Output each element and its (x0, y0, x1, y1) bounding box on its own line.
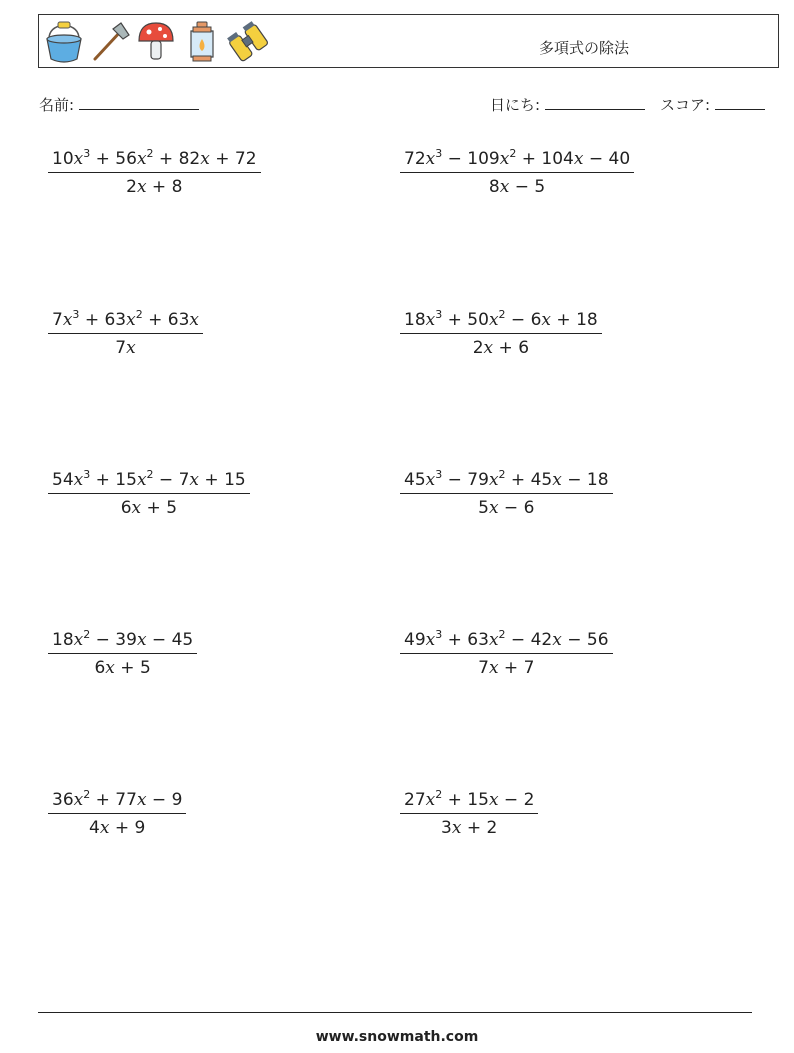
variable: x (425, 149, 436, 169)
coefficient: 104 (541, 149, 574, 169)
coefficient: 77 (115, 790, 137, 810)
exponent: 2 (435, 788, 443, 801)
variable: x (126, 310, 136, 330)
coefficient: 3 (441, 818, 452, 838)
variable: x (552, 630, 562, 650)
coefficient: 18 (404, 310, 426, 330)
operator: + (90, 790, 116, 810)
operator: + (141, 498, 167, 518)
variable: x (105, 658, 115, 678)
denominator (48, 337, 203, 359)
coefficient: 7 (178, 470, 190, 490)
coefficient: 6 (518, 338, 530, 358)
operator: + (516, 149, 542, 169)
worksheet-title: 多項式の除法 (539, 39, 630, 57)
variable: x (73, 630, 84, 650)
operator: + (90, 149, 116, 169)
variable: x (189, 310, 200, 330)
binoculars-icon (227, 19, 269, 65)
worksheet-header (38, 14, 779, 68)
numerator (400, 629, 613, 651)
exponent: 2 (509, 147, 517, 160)
variable: x (488, 470, 499, 490)
coefficient: 109 (467, 149, 500, 169)
operator: − (146, 790, 172, 810)
variable: x (425, 470, 436, 490)
variable: x (136, 177, 147, 197)
footer-divider (38, 1012, 752, 1013)
coefficient: 82 (178, 149, 201, 169)
date-label: 日にち: (490, 96, 541, 114)
coefficient: 63 (167, 310, 190, 330)
operator: − (498, 790, 524, 810)
operator: + (442, 310, 468, 330)
fraction-bar (400, 653, 613, 654)
exponent: 2 (498, 468, 506, 481)
coefficient: 5 (478, 498, 489, 518)
operator: + (142, 310, 168, 330)
operator: − (561, 470, 587, 490)
date-field[interactable] (490, 94, 645, 115)
variable: x (126, 338, 136, 358)
coefficient: 2 (126, 177, 137, 197)
variable: x (552, 470, 562, 490)
variable: x (131, 498, 142, 518)
coefficient: 63 (104, 310, 127, 330)
numerator (48, 629, 197, 651)
name-blank[interactable] (79, 94, 199, 110)
fraction-bar (48, 172, 261, 173)
variable: x (483, 338, 494, 358)
operator: + (146, 177, 172, 197)
fraction-bar (48, 333, 203, 334)
coefficient: 56 (586, 630, 609, 650)
coefficient: 36 (52, 790, 74, 810)
variable: x (73, 149, 84, 169)
coefficient: 63 (467, 630, 489, 650)
variable: x (136, 630, 147, 650)
denominator (400, 497, 613, 519)
problem-fraction (48, 469, 250, 519)
coefficient: 6 (120, 498, 132, 518)
variable: x (425, 630, 436, 650)
exponent: 2 (146, 147, 154, 160)
operator: + (551, 310, 577, 330)
denominator (400, 176, 634, 198)
coefficient: 15 (224, 470, 246, 490)
operator: + (79, 310, 105, 330)
variable: x (136, 470, 147, 490)
exponent: 3 (435, 468, 443, 481)
coefficient: 10 (52, 149, 74, 169)
coefficient: 5 (534, 177, 546, 197)
operator: + (498, 658, 524, 678)
coefficient: 8 (488, 177, 500, 197)
coefficient: 45 (171, 630, 194, 650)
name-field[interactable] (39, 94, 199, 115)
numerator (48, 148, 261, 170)
coefficient: 56 (115, 149, 137, 169)
operator: + (442, 630, 468, 650)
coefficient: 8 (171, 177, 183, 197)
score-field[interactable] (660, 94, 765, 115)
score-blank[interactable] (715, 94, 765, 110)
coefficient: 72 (234, 149, 257, 169)
problem-fraction (48, 629, 197, 679)
operator: − (90, 630, 116, 650)
exponent: 2 (135, 308, 143, 321)
exponent: 2 (146, 468, 154, 481)
exponent: 2 (498, 308, 506, 321)
fraction-bar (48, 493, 250, 494)
variable: x (499, 177, 510, 197)
header-icons (43, 19, 269, 65)
variable: x (451, 818, 462, 838)
coefficient: 18 (52, 630, 74, 650)
coefficient: 49 (404, 630, 426, 650)
exponent: 3 (435, 308, 443, 321)
exponent: 2 (83, 628, 91, 641)
coefficient: 2 (486, 818, 498, 838)
coefficient: 15 (467, 790, 489, 810)
denominator (48, 657, 197, 679)
denominator (48, 176, 261, 198)
exponent: 3 (83, 147, 91, 160)
coefficient: 27 (404, 790, 426, 810)
problem-fraction (400, 148, 634, 198)
problem-fraction (400, 789, 538, 839)
coefficient: 50 (467, 310, 489, 330)
bucket-icon (43, 19, 85, 65)
coefficient: 4 (89, 818, 100, 838)
variable: x (488, 658, 499, 678)
variable: x (62, 310, 73, 330)
operator: − (153, 470, 179, 490)
operator: − (509, 177, 535, 197)
variable: x (499, 149, 510, 169)
exponent: 3 (435, 147, 443, 160)
name-label: 名前: (39, 96, 75, 114)
coefficient: 40 (608, 149, 631, 169)
coefficient: 18 (576, 310, 598, 330)
variable: x (425, 790, 436, 810)
score-label: スコア: (660, 96, 711, 114)
numerator (48, 789, 186, 811)
coefficient: 7 (52, 310, 63, 330)
operator: + (505, 470, 531, 490)
variable: x (573, 149, 584, 169)
denominator (48, 817, 186, 839)
variable: x (136, 149, 147, 169)
operator: − (505, 310, 531, 330)
operator: − (583, 149, 609, 169)
problem-fraction (400, 469, 613, 519)
operator: + (153, 149, 179, 169)
operator: − (146, 630, 172, 650)
coefficient: 5 (139, 658, 151, 678)
coefficient: 42 (530, 630, 553, 650)
operator: + (461, 818, 487, 838)
coefficient: 54 (52, 470, 74, 490)
coefficient: 6 (523, 498, 535, 518)
coefficient: 7 (478, 658, 489, 678)
lantern-icon (181, 19, 223, 65)
variable: x (488, 630, 499, 650)
fraction-bar (400, 493, 613, 494)
coefficient: 18 (586, 470, 609, 490)
coefficient: 45 (530, 470, 553, 490)
exponent: 3 (72, 308, 80, 321)
operator: − (561, 630, 587, 650)
problem-fraction (48, 309, 203, 359)
exponent: 3 (83, 468, 91, 481)
variable: x (200, 149, 210, 169)
fraction-bar (400, 333, 602, 334)
numerator (48, 469, 250, 491)
numerator (400, 309, 602, 331)
exponent: 2 (498, 628, 506, 641)
coefficient: 15 (115, 470, 137, 490)
coefficient: 9 (171, 790, 183, 810)
coefficient: 72 (404, 149, 426, 169)
operator: + (114, 658, 140, 678)
coefficient: 2 (523, 790, 535, 810)
operator: + (109, 818, 135, 838)
denominator (48, 497, 250, 519)
variable: x (73, 790, 84, 810)
variable: x (425, 310, 436, 330)
fraction-bar (48, 653, 197, 654)
variable: x (541, 310, 552, 330)
exponent: 3 (435, 628, 443, 641)
axe-icon (89, 19, 131, 65)
coefficient: 6 (530, 310, 542, 330)
fraction-bar (400, 172, 634, 173)
variable: x (488, 310, 499, 330)
coefficient: 39 (115, 630, 137, 650)
operator: + (90, 470, 116, 490)
numerator (400, 469, 613, 491)
coefficient: 79 (467, 470, 489, 490)
variable: x (488, 498, 499, 518)
variable: x (136, 790, 147, 810)
operator: + (209, 149, 235, 169)
numerator (400, 789, 538, 811)
problem-fraction (48, 148, 261, 198)
coefficient: 7 (115, 338, 127, 358)
operator: + (199, 470, 225, 490)
date-blank[interactable] (545, 94, 645, 110)
operator: + (442, 790, 468, 810)
variable: x (488, 790, 499, 810)
problem-fraction (48, 789, 186, 839)
coefficient: 2 (472, 338, 484, 358)
operator: − (442, 470, 468, 490)
variable: x (73, 470, 84, 490)
numerator (400, 148, 634, 170)
exponent: 2 (83, 788, 91, 801)
coefficient: 6 (94, 658, 106, 678)
operator: − (442, 149, 468, 169)
denominator (400, 337, 602, 359)
coefficient: 5 (166, 498, 178, 518)
denominator (400, 817, 538, 839)
denominator (400, 657, 613, 679)
operator: + (493, 338, 519, 358)
variable: x (189, 470, 200, 490)
variable: x (99, 818, 110, 838)
coefficient: 45 (404, 470, 426, 490)
fraction-bar (48, 813, 186, 814)
fraction-bar (400, 813, 538, 814)
footer-url: www.snowmath.com (315, 1029, 479, 1045)
problem-fraction (400, 309, 602, 359)
operator: − (505, 630, 531, 650)
operator: − (498, 498, 524, 518)
coefficient: 9 (134, 818, 146, 838)
mushroom-icon (135, 19, 177, 65)
numerator (48, 309, 203, 331)
problem-fraction (400, 629, 613, 679)
coefficient: 7 (523, 658, 535, 678)
